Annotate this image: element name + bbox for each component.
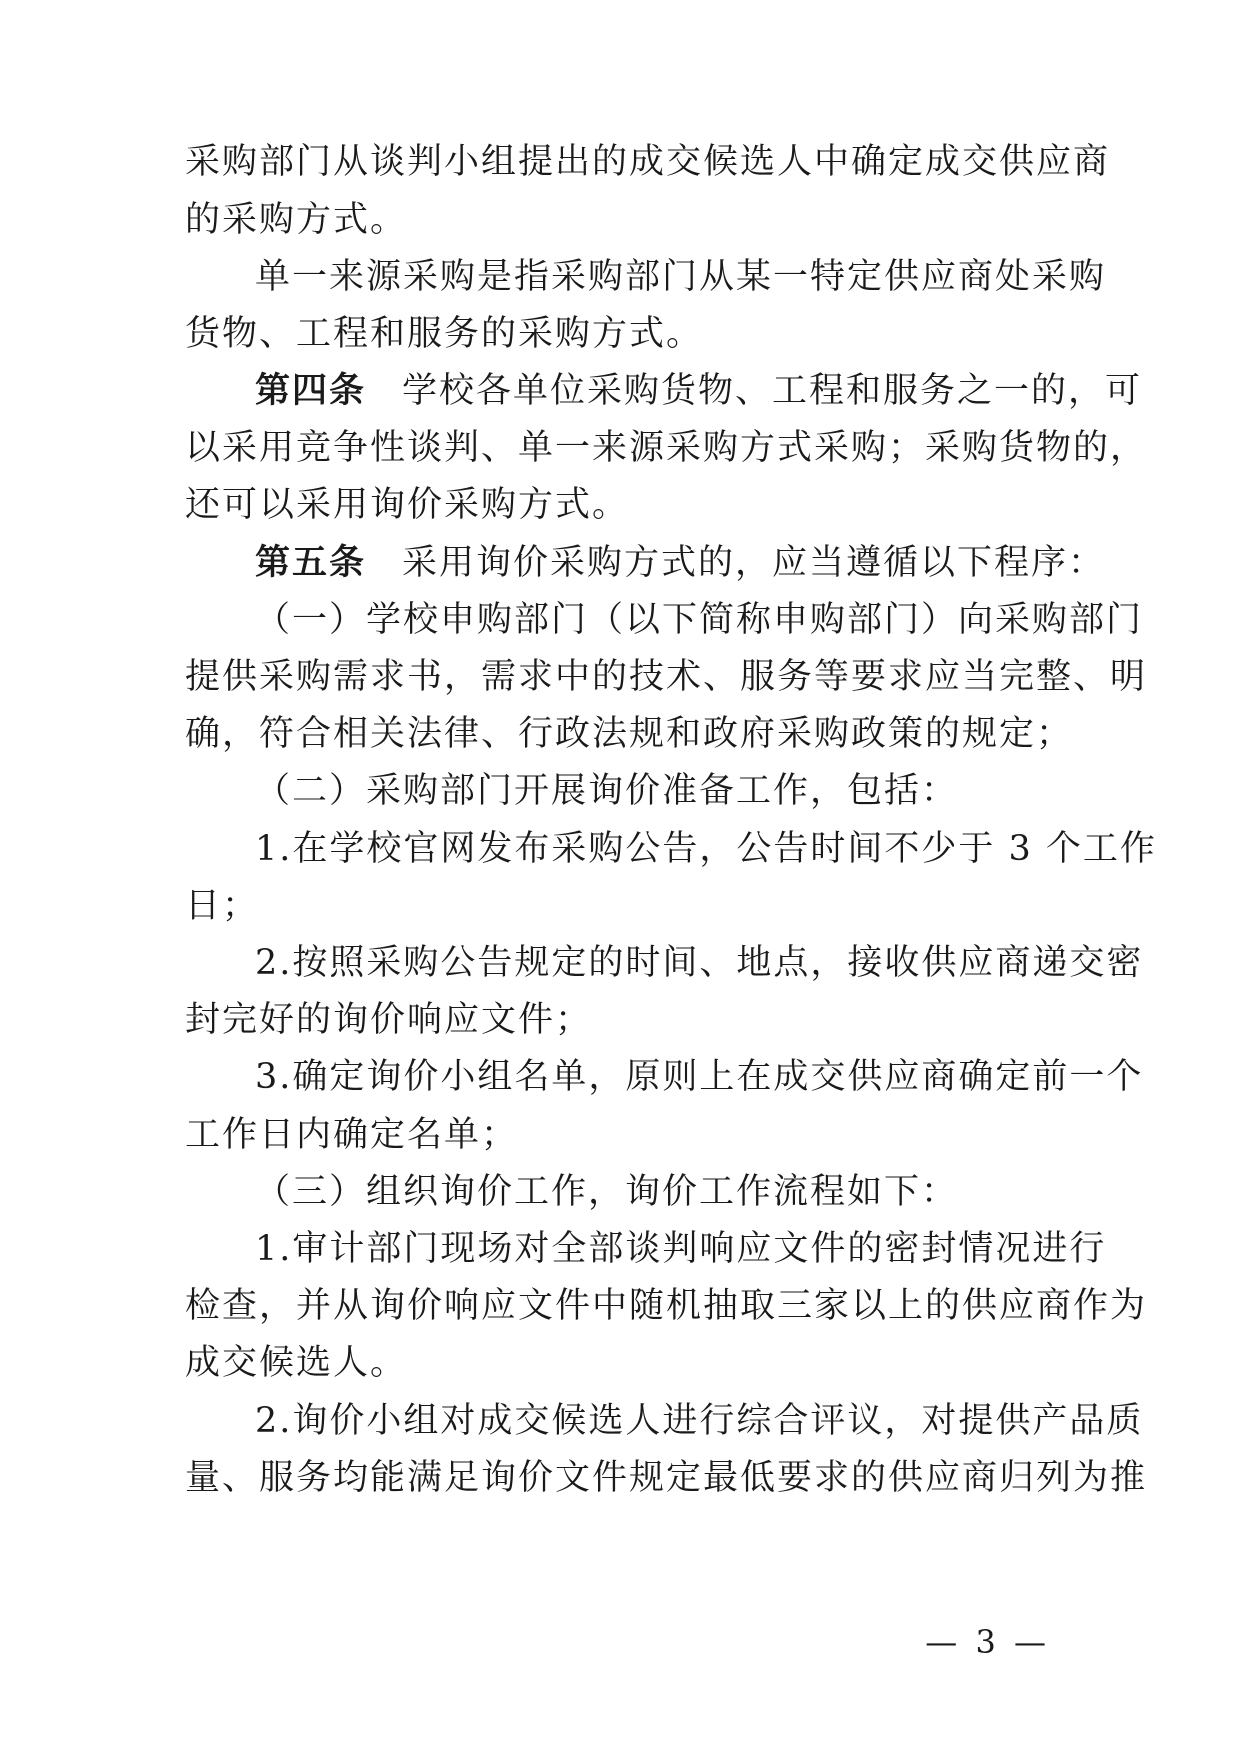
body-text-line: 工作日内确定名单； (185, 1115, 519, 1155)
body-text-line: 1.审计部门现场对全部谈判响应文件的密封情况进行 (255, 1229, 1107, 1269)
body-text-line: 量、服务均能满足询价文件规定最低要求的供应商归列为推 (185, 1458, 1148, 1498)
body-text-line: 封完好的询价响应文件； (185, 1000, 593, 1040)
article-5-heading: 第五条 (255, 542, 367, 583)
body-text-line: 2.按照采购公告规定的时间、地点，接收供应商递交密 (255, 943, 1144, 983)
body-text-line: 采购部门从谈判小组提出的成交候选人中确定成交供应商 (185, 142, 1111, 182)
body-text-line: 学校各单位采购货物、工程和服务之一的，可 (402, 371, 1143, 411)
body-text-line: 提供采购需求书，需求中的技术、服务等要求应当完整、明 (185, 657, 1148, 697)
body-text-line: 还可以采用询价采购方式。 (185, 485, 630, 525)
page-number: — 3 — (925, 1623, 1050, 1661)
body-text-line: 货物、工程和服务的采购方式。 (185, 314, 704, 354)
body-text-line: （三）组织询价工作，询价工作流程如下： (255, 1172, 959, 1212)
body-text-line: （二）采购部门开展询价准备工作，包括： (255, 771, 959, 811)
article-5-paragraph-start (255, 543, 1105, 583)
body-text-line: 确，符合相关法律、行政法规和政府采购政策的规定； (185, 714, 1074, 754)
body-text-line: 以采用竞争性谈判、单一来源采购方式采购；采购货物的， (185, 428, 1148, 468)
body-text-line: （一）学校申购部门（以下简称申购部门）向采购部门 (255, 600, 1144, 640)
body-text-line: 2.询价小组对成交候选人进行综合评议，对提供产品质 (255, 1401, 1144, 1441)
body-text-line: 采用询价采购方式的，应当遵循以下程序： (402, 543, 1106, 583)
body-text-line: 单一来源采购是指采购部门从某一特定供应商处采购 (255, 257, 1107, 297)
article-4-paragraph-start (255, 371, 1142, 411)
body-text-line: 日； (185, 886, 260, 926)
article-4-heading: 第四条 (255, 370, 367, 411)
body-text-line: 检查，并从询价响应文件中随机抽取三家以上的供应商作为 (185, 1286, 1148, 1326)
body-text-line: 成交候选人。 (185, 1343, 408, 1383)
body-text-line: 1.在学校官网发布采购公告，公告时间不少于 3 个工作 (255, 829, 1157, 869)
body-text-line: 的采购方式。 (185, 200, 408, 240)
body-text-line: 3.确定询价小组名单，原则上在成交供应商确定前一个 (255, 1057, 1144, 1097)
